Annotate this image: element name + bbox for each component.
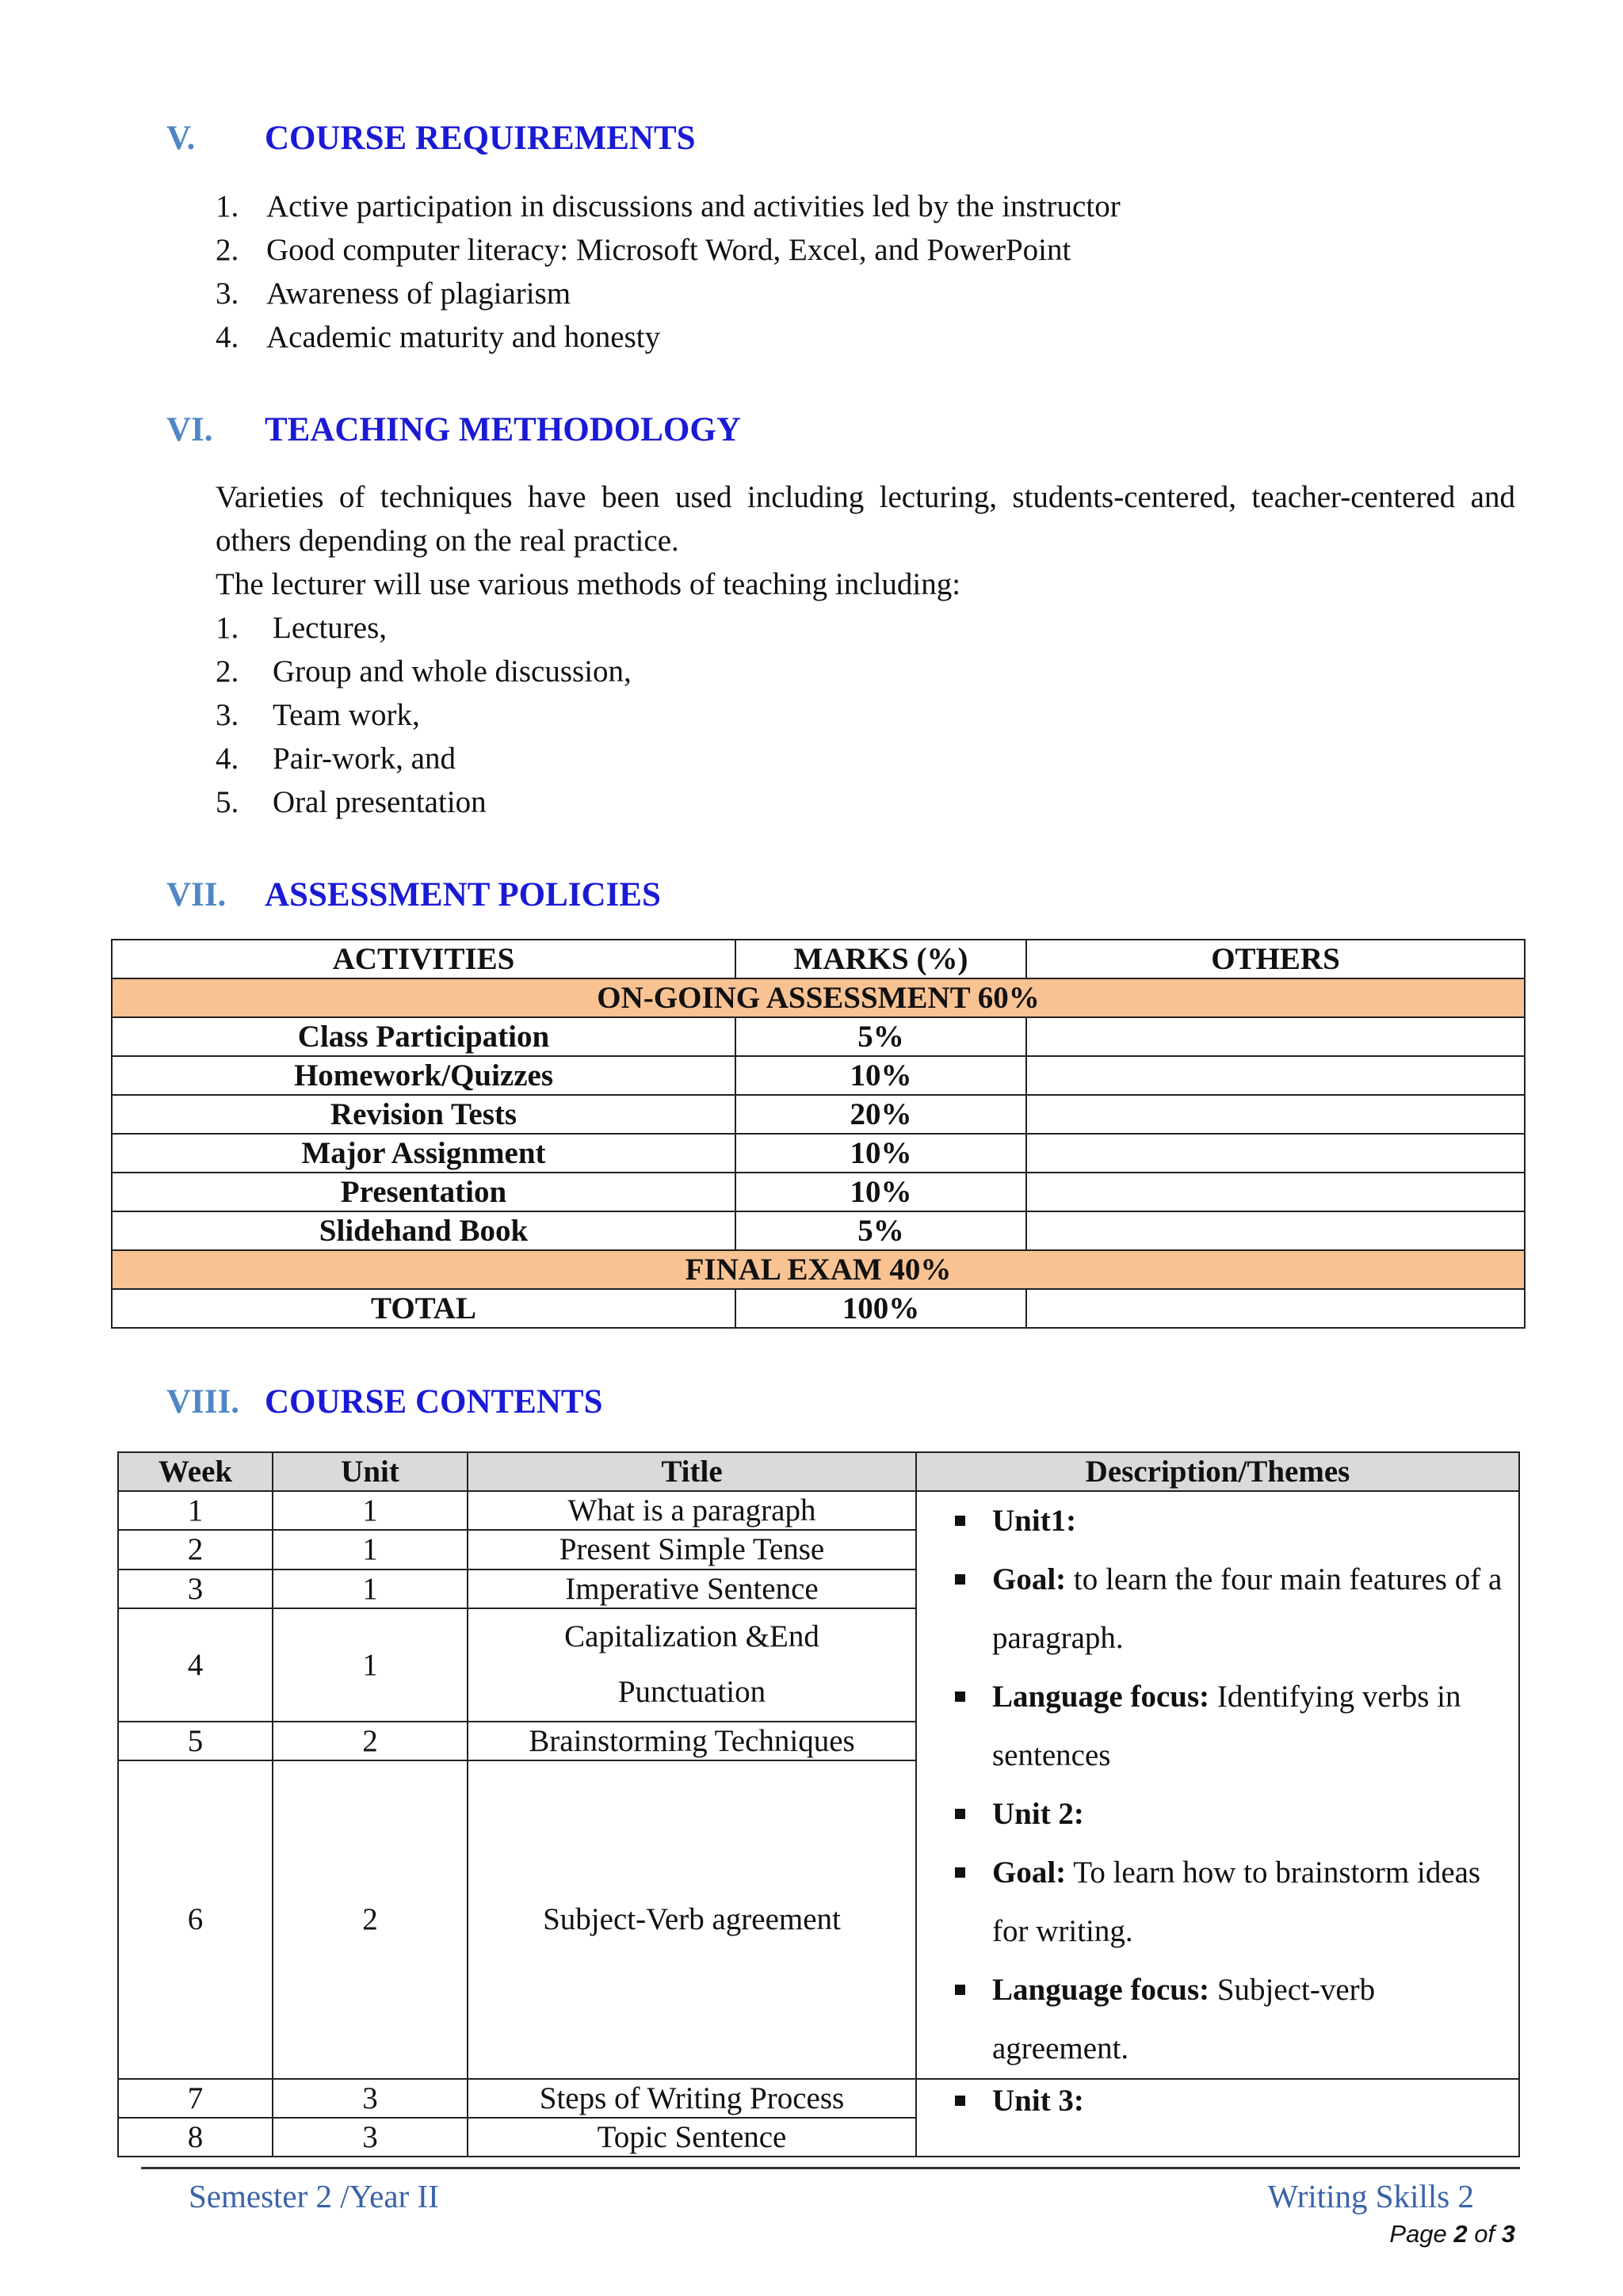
table-row: 1 1 What is a paragraph Unit1: Goal: to learn the four main features of a paragraph. Language focus: Identifying verbs in sentences Unit 2: Goal: To learn how to brainstorm ideas for writing. Language focus: Subject-verb agreement. bbox=[118, 1491, 1519, 1530]
table-row: Homework/Quizzes 10% bbox=[112, 1056, 1525, 1095]
footer-divider bbox=[141, 2167, 1520, 2169]
list-item: Unit 3: bbox=[917, 2080, 1518, 2122]
square-bullet-icon bbox=[955, 1574, 965, 1585]
square-bullet-icon bbox=[955, 1867, 965, 1878]
table-header-row bbox=[112, 940, 1525, 978]
description-cell-unit-3 bbox=[916, 2079, 1519, 2157]
list-item: Goal: to learn the four main features of a paragraph. bbox=[917, 1550, 1518, 1668]
list-item: Unit1: bbox=[917, 1492, 1518, 1550]
section-number: V. bbox=[166, 120, 196, 157]
square-bullet-icon bbox=[955, 2096, 965, 2106]
table-row: 7 3 Steps of Writing Process Unit 3: bbox=[118, 2079, 1519, 2118]
column-header: OTHERS bbox=[1026, 940, 1525, 978]
final-exam-band: FINAL EXAM 40% bbox=[112, 1250, 1525, 1289]
section-title: TEACHING METHODOLOGY bbox=[265, 411, 741, 448]
section-title: ASSESSMENT POLICIES bbox=[265, 876, 661, 913]
section-number: VIII. bbox=[166, 1383, 240, 1421]
square-bullet-icon bbox=[955, 1691, 965, 1702]
column-header: Week bbox=[118, 1452, 273, 1491]
table-band-row bbox=[112, 978, 1525, 1017]
section-number: VI. bbox=[166, 411, 213, 448]
list-item: Goal: To learn how to brainstorm ideas for writing. bbox=[917, 1844, 1518, 1961]
column-header: ACTIVITIES bbox=[112, 940, 735, 978]
table-row: 2 1 Present Simple Tense bbox=[118, 1530, 1519, 1569]
table-row: 6 2 Subject-Verb agreement bbox=[118, 1760, 1519, 2079]
list-item: Language focus: Identifying verbs in sentences bbox=[917, 1668, 1518, 1785]
table-row: Revision Tests 20% bbox=[112, 1095, 1525, 1134]
methodology-paragraph: Varieties of techniques have been used including lecturing, students-centered, teacher-centered and others depending on the real practice. bbox=[216, 480, 1515, 558]
title-line: Capitalization &End bbox=[564, 1619, 819, 1654]
footer-semester: Semester 2 /Year II bbox=[189, 2178, 439, 2214]
column-header: Title bbox=[468, 1452, 916, 1491]
table-row: 5 2 Brainstorming Techniques bbox=[118, 1722, 1519, 1760]
table-header-row bbox=[118, 1452, 1519, 1491]
table-row: Major Assignment 10% bbox=[112, 1134, 1525, 1173]
title-line: Punctuation bbox=[617, 1675, 766, 1710]
list-item: Language focus: Subject-verb agreement. bbox=[917, 1961, 1518, 2078]
table-total-row: TOTAL 100% bbox=[112, 1289, 1525, 1328]
column-header: Description/Themes bbox=[916, 1452, 1519, 1491]
section-title: COURSE REQUIREMENTS bbox=[265, 120, 696, 157]
ongoing-assessment-band: ON-GOING ASSESSMENT 60% bbox=[112, 978, 1525, 1017]
table-row: 4 1 Capitalization &End Punctuation bbox=[118, 1608, 1519, 1722]
square-bullet-icon bbox=[955, 1516, 965, 1526]
square-bullet-icon bbox=[955, 1809, 965, 1819]
course-contents-table bbox=[117, 1451, 1520, 2157]
methodology-intro: The lecturer will use various methods of teaching including: bbox=[216, 567, 961, 601]
table-row: Class Participation 5% bbox=[112, 1017, 1525, 1056]
table-band-row bbox=[112, 1250, 1525, 1289]
assessment-table bbox=[111, 939, 1526, 1329]
square-bullet-icon bbox=[955, 1985, 965, 1995]
list-item: Unit 2: bbox=[917, 1785, 1518, 1844]
table-row: 8 3 Topic Sentence bbox=[118, 2118, 1519, 2157]
table-row: Presentation 10% bbox=[112, 1173, 1525, 1211]
table-row: Slidehand Book 5% bbox=[112, 1211, 1525, 1250]
column-header: Unit bbox=[273, 1452, 468, 1491]
description-cell-units-1-2 bbox=[916, 1491, 1519, 2079]
table-row: 3 1 Imperative Sentence bbox=[118, 1569, 1519, 1608]
footer-course-name: Writing Skills 2 bbox=[1267, 2178, 1474, 2214]
page-number: Page 2 of 3 bbox=[1389, 2220, 1515, 2248]
section-number: VII. bbox=[166, 876, 227, 913]
column-header: MARKS (%) bbox=[735, 940, 1026, 978]
section-title: COURSE CONTENTS bbox=[265, 1383, 603, 1421]
